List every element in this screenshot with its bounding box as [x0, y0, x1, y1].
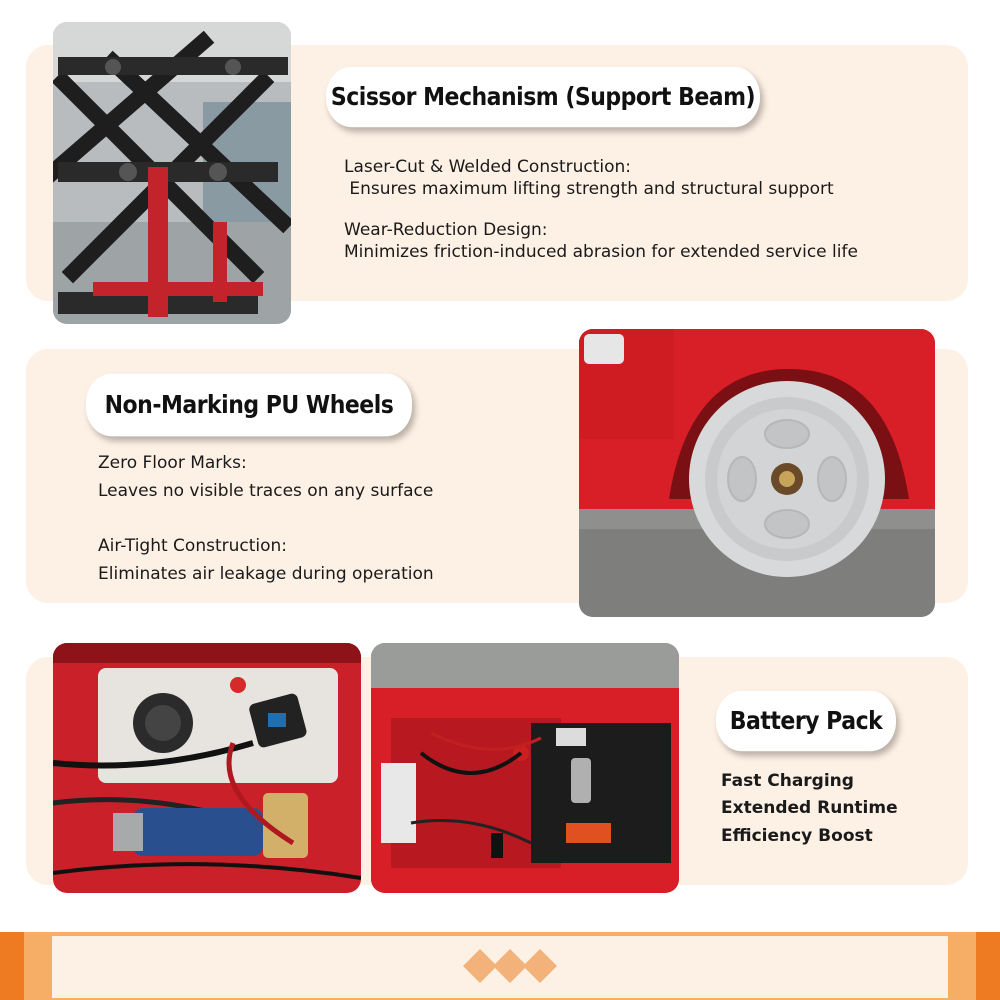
scissor-feature-1-heading: Laser-Cut & Welded Construction:: [344, 157, 632, 177]
scissor-feature-2-desc: Minimizes friction-induced abrasion for extended service life: [344, 242, 858, 262]
wheels-title-pill: [86, 374, 412, 437]
battery-item-1: Fast Charging: [721, 771, 854, 791]
battery-item-2: Extended Runtime: [721, 798, 898, 818]
scissor-feature-2-heading: Wear-Reduction Design:: [344, 220, 548, 240]
scissor-mechanism-photo: [53, 22, 291, 324]
wheels-title: Non-Marking PU Wheels: [104, 391, 394, 419]
pu-wheel-photo: [579, 329, 935, 617]
hydraulic-motor-photo: [53, 643, 361, 893]
battery-title-pill: [716, 691, 896, 751]
scissor-title: Scissor Mechanism (Support Beam): [330, 83, 756, 111]
scissor-feature-1-desc: Ensures maximum lifting strength and structural support: [344, 179, 834, 199]
wheels-feature-2-heading: Air-Tight Construction:: [98, 536, 288, 556]
wheels-feature-1-desc: Leaves no visible traces on any surface: [98, 481, 434, 501]
wheels-feature-2-desc: Eliminates air leakage during operation: [98, 564, 434, 584]
battery-title: Battery Pack: [729, 707, 883, 735]
battery-compartment-photo: [371, 643, 679, 893]
scissor-title-pill: [326, 67, 760, 127]
wheels-feature-1-heading: Zero Floor Marks:: [98, 453, 247, 473]
battery-item-3: Efficiency Boost: [721, 826, 873, 846]
